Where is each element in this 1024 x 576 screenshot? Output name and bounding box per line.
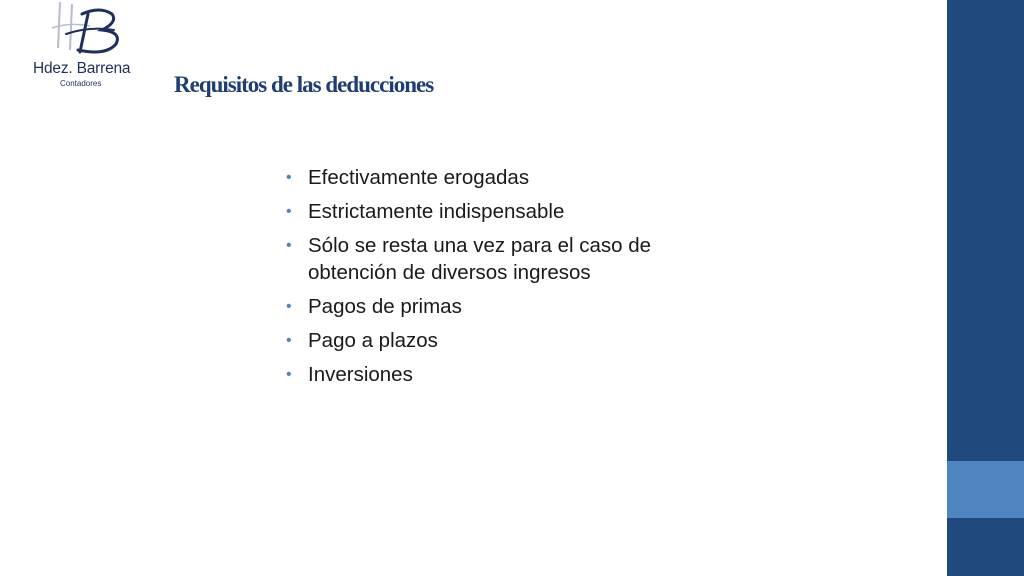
bullet-text: Estrictamente indispensable bbox=[308, 200, 565, 223]
bullet-icon: • bbox=[286, 332, 292, 349]
bullet-list bbox=[286, 164, 726, 395]
bullet-item bbox=[286, 198, 726, 225]
bullet-text: Pagos de primas bbox=[308, 295, 462, 318]
bullet-text: Pago a plazos bbox=[308, 329, 438, 352]
logo-subtitle: Contadores bbox=[60, 79, 102, 88]
bullet-item bbox=[286, 361, 726, 388]
bullet-item bbox=[286, 232, 726, 286]
logo-name: Hdez. Barrena bbox=[33, 60, 131, 77]
bullet-item bbox=[286, 293, 726, 320]
bullet-text: Efectivamente erogadas bbox=[308, 166, 530, 189]
bullet-text: Sólo se resta una vez para el caso de obtención de diversos ingresos bbox=[308, 234, 652, 284]
bullet-icon: • bbox=[286, 366, 292, 383]
slide-title: Requisitos de las deducciones bbox=[174, 72, 434, 97]
right-sidebar-accent bbox=[947, 461, 1024, 518]
bullet-text: Inversiones bbox=[308, 363, 413, 386]
bullet-icon: • bbox=[286, 169, 292, 186]
bullet-item bbox=[286, 164, 726, 191]
company-logo bbox=[30, 0, 140, 95]
bullet-icon: • bbox=[286, 237, 292, 254]
bullet-icon: • bbox=[286, 203, 292, 220]
bullet-item bbox=[286, 327, 726, 354]
bullet-icon: • bbox=[286, 298, 292, 315]
